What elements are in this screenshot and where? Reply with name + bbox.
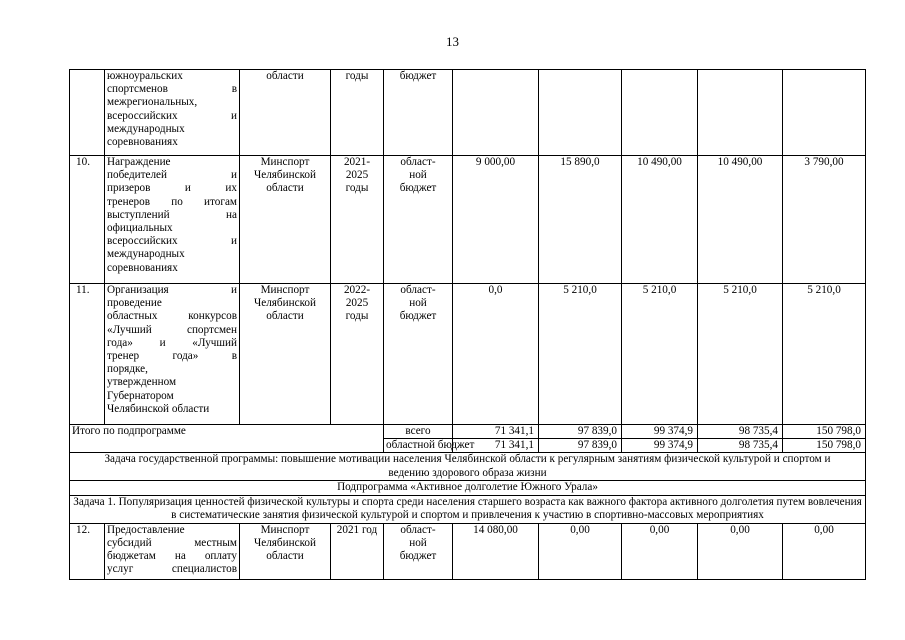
value-cell: 10 490,00	[698, 156, 783, 284]
total-label: Итого по подпрограмме	[70, 425, 384, 453]
table-row	[70, 156, 866, 284]
period: 2021 год	[331, 523, 384, 579]
row-number: 10.	[70, 156, 105, 284]
program-task: Задача государственной программы: повышение мотивации населения Челябинской области к регулярным занятиям физической культурой и спортом и ведению здорового образа жизни	[70, 453, 866, 481]
subprogram-title: Подпрограмма «Активное долголетие Южного Урала»	[70, 481, 866, 495]
total-row	[70, 425, 866, 439]
row-number: 12.	[70, 523, 105, 579]
section-row	[70, 481, 866, 495]
total-value: 150 798,0	[783, 439, 866, 453]
total-value: 97 839,0	[539, 425, 622, 439]
value-cell: 0,00	[783, 523, 866, 579]
table-row	[70, 284, 866, 425]
row-number	[70, 70, 105, 156]
table-row	[70, 523, 866, 579]
value-cell: 0,00	[622, 523, 698, 579]
value-cell: 10 490,00	[622, 156, 698, 284]
value-cell	[698, 70, 783, 156]
value-cell: 9 000,00	[453, 156, 539, 284]
section-row	[70, 495, 866, 523]
total-value: 150 798,0	[783, 425, 866, 439]
task-1: Задача 1. Популяризация ценностей физической культуры и спорта среди населения старшего возраста как важного фактора активного долголетия путем вовлечения в систематические занятия физической культурой и спортом и привлечения к участию в спортивно-массовых мероприятиях	[70, 495, 866, 523]
executor: Минспорт Челябинской области	[240, 523, 331, 579]
value-cell: 0,0	[453, 284, 539, 425]
measure-name: Награждение победителей и призеров и их тренеров по итогам выступлений на официальных всероссийских и международных соревнованиях	[105, 156, 240, 284]
funding-source: област- ной бюджет	[384, 156, 453, 284]
table-row	[70, 70, 866, 156]
value-cell	[453, 70, 539, 156]
total-all-label: всего	[384, 425, 453, 439]
measure-name: Предоставление субсидий местным бюджетам на оплату услуг специалистов	[105, 523, 240, 579]
value-cell: 14 080,00	[453, 523, 539, 579]
period: 2021- 2025 годы	[331, 156, 384, 284]
executor: Минспорт Челябинской области	[240, 156, 331, 284]
section-row	[70, 453, 866, 481]
measure-name: южноуральских спортсменов в межрегиональных, всероссийских и международных соревнованиях	[105, 70, 240, 156]
budget-table	[69, 69, 866, 580]
period: 2022- 2025 годы	[331, 284, 384, 425]
funding-source: бюджет	[384, 70, 453, 156]
total-value: 99 374,9	[622, 439, 698, 453]
funding-source: област- ной бюджет	[384, 523, 453, 579]
value-cell: 15 890,0	[539, 156, 622, 284]
value-cell: 5 210,0	[783, 284, 866, 425]
row-number: 11.	[70, 284, 105, 425]
total-value: 98 735,4	[698, 439, 783, 453]
period: годы	[331, 70, 384, 156]
value-cell	[622, 70, 698, 156]
total-value: 97 839,0	[539, 439, 622, 453]
value-cell: 5 210,0	[539, 284, 622, 425]
page-number: 13	[446, 34, 459, 49]
value-cell: 0,00	[698, 523, 783, 579]
total-value: 71 341,1	[453, 439, 539, 453]
value-cell: 0,00	[539, 523, 622, 579]
total-regional-label: областной бюджет	[384, 439, 453, 453]
executor: области	[240, 70, 331, 156]
value-cell	[783, 70, 866, 156]
total-value: 99 374,9	[622, 425, 698, 439]
measure-name: Организация и проведение областных конкурсов «Лучший спортсмен года» и «Лучший тренер года» в порядке, утвержденном Губернатором Челябинской области	[105, 284, 240, 425]
value-cell: 5 210,0	[622, 284, 698, 425]
funding-source: област- ной бюджет	[384, 284, 453, 425]
total-value: 71 341,1	[453, 425, 539, 439]
value-cell	[539, 70, 622, 156]
executor: Минспорт Челябинской области	[240, 284, 331, 425]
value-cell: 3 790,00	[783, 156, 866, 284]
value-cell: 5 210,0	[698, 284, 783, 425]
total-value: 98 735,4	[698, 425, 783, 439]
